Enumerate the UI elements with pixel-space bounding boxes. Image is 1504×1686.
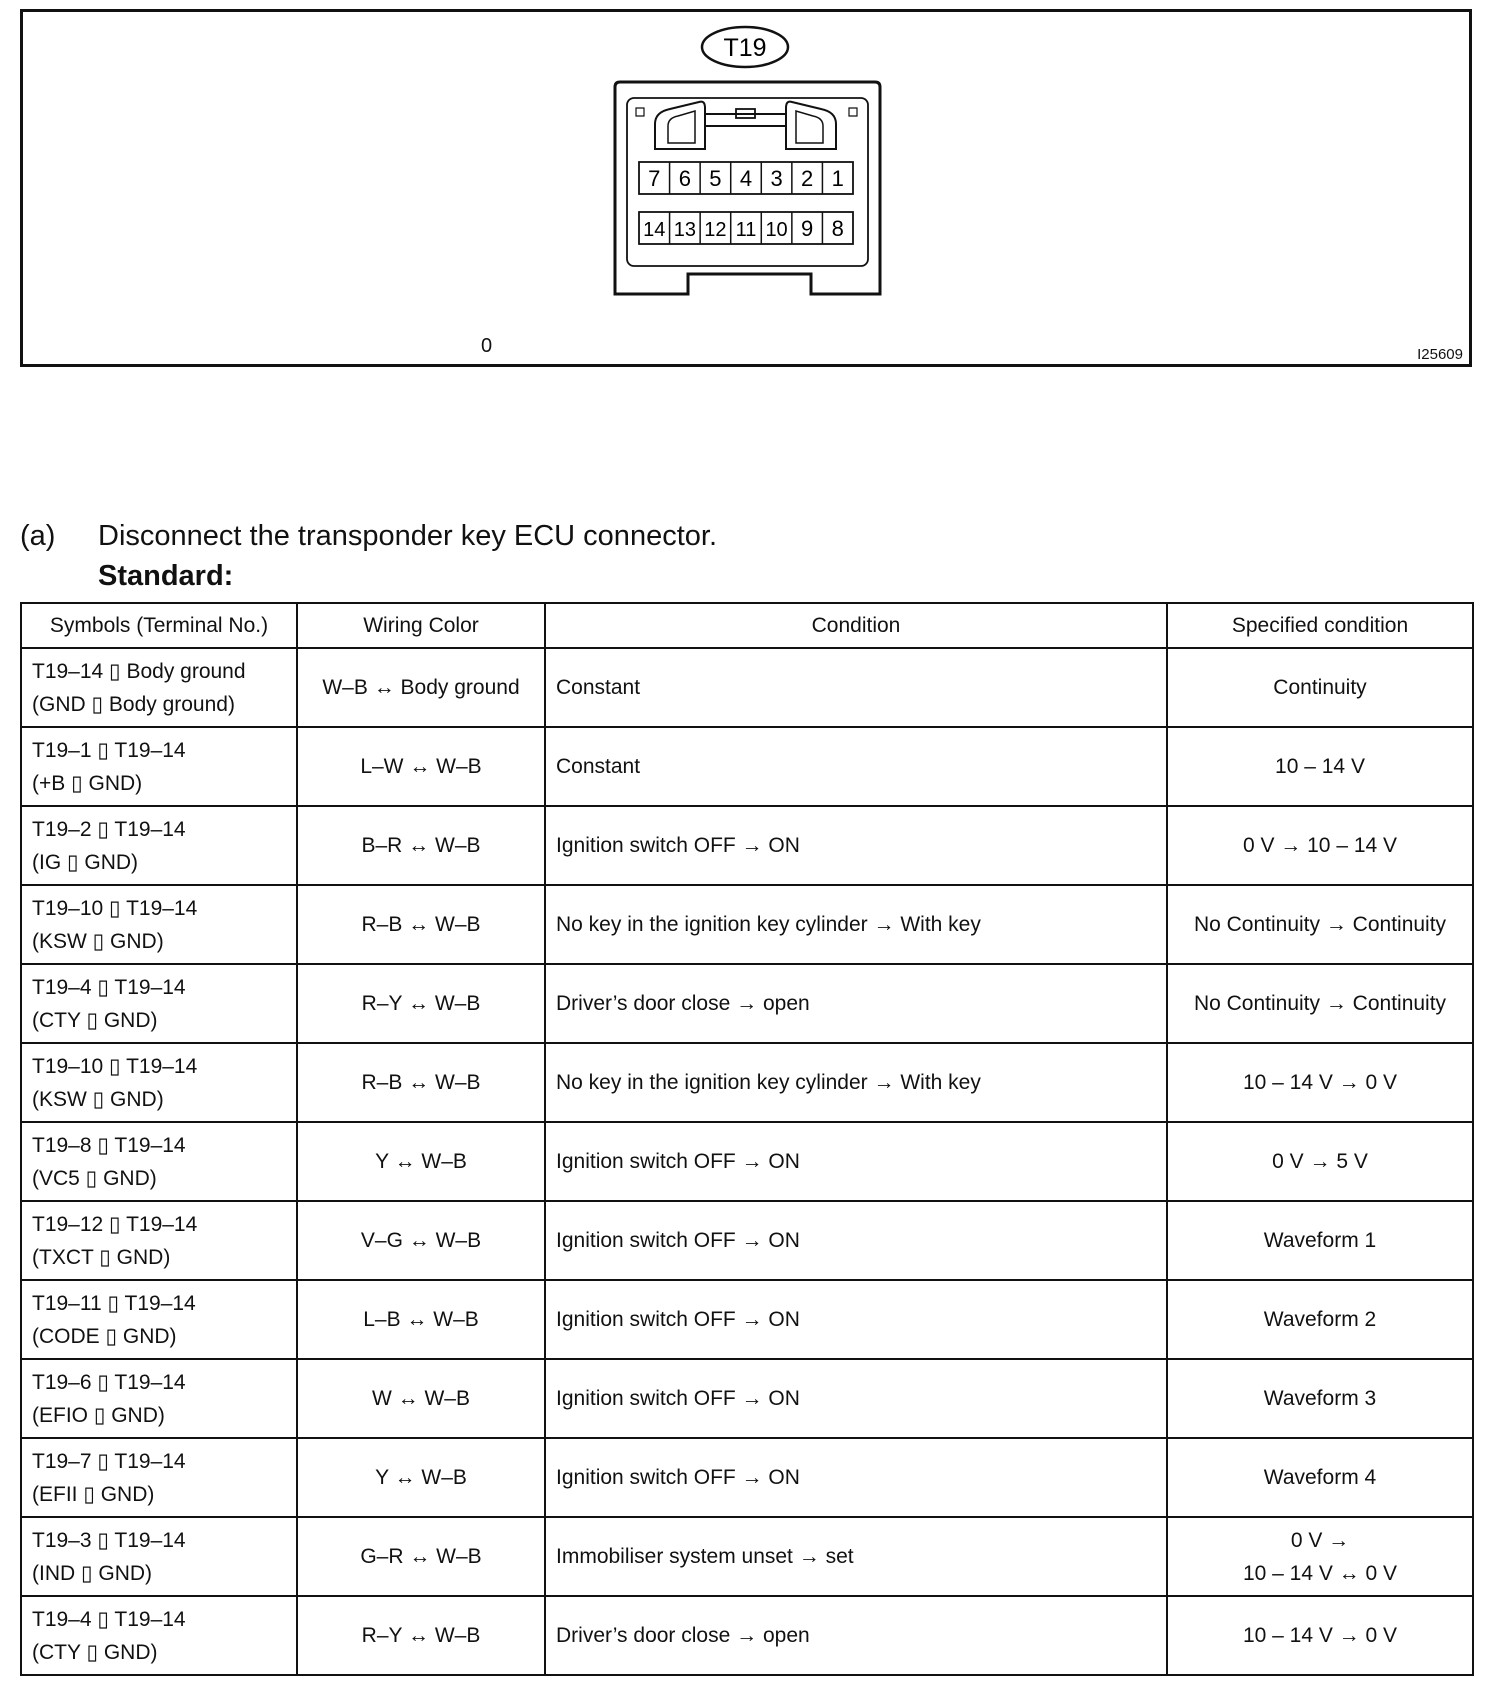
cell-condition: Ignition switch OFF → ON xyxy=(545,1438,1167,1517)
pin-number: 1 xyxy=(831,166,844,191)
terminal-symbols: (EFIO ▯ GND) xyxy=(32,1403,165,1427)
terminal-pair: T19–14 ▯ Body ground xyxy=(32,659,246,683)
cell-wiring-color: L–B ↔ W–B xyxy=(297,1280,545,1359)
terminal-pair: T19–7 ▯ T19–14 xyxy=(32,1449,186,1473)
cell-symbols xyxy=(21,806,297,885)
pin-number: 14 xyxy=(643,219,666,241)
cell-wiring-color: R–Y ↔ W–B xyxy=(297,1596,545,1675)
step-label: (a) xyxy=(20,520,56,552)
terminal-symbols: (KSW ▯ GND) xyxy=(32,929,164,953)
cell-symbols xyxy=(21,1359,297,1438)
pin-number: 3 xyxy=(770,166,783,191)
terminal-pair: T19–3 ▯ T19–14 xyxy=(32,1528,186,1552)
spec-line: 0 V → 5 V xyxy=(1272,1150,1368,1173)
spec-line: 10 – 14 V ↔ 0 V xyxy=(1242,1561,1398,1585)
table-row xyxy=(21,727,1473,806)
terminal-symbols: (GND ▯ Body ground) xyxy=(32,692,235,716)
terminal-symbols: (KSW ▯ GND) xyxy=(32,1087,164,1111)
spec-line: 10 – 14 V xyxy=(1275,755,1365,778)
pin-number: 10 xyxy=(765,219,788,241)
table-row xyxy=(21,806,1473,885)
table-row xyxy=(21,1517,1473,1596)
step-text: Disconnect the transponder key ECU connector. xyxy=(98,520,717,552)
cell-wiring-color: W–B ↔ Body ground xyxy=(297,648,545,727)
terminal-symbols: (VC5 ▯ GND) xyxy=(32,1166,157,1190)
cell-specified-condition xyxy=(1167,1359,1473,1438)
terminal-pair: T19–10 ▯ T19–14 xyxy=(32,896,198,920)
cell-symbols xyxy=(21,1043,297,1122)
table-row xyxy=(21,1438,1473,1517)
cell-condition: Ignition switch OFF → ON xyxy=(545,1201,1167,1280)
terminal-pair: T19–4 ▯ T19–14 xyxy=(32,1607,186,1631)
cell-condition: Ignition switch OFF → ON xyxy=(545,1122,1167,1201)
terminal-symbols: (IND ▯ GND) xyxy=(32,1561,153,1585)
terminal-pair: T19–11 ▯ T19–14 xyxy=(32,1291,196,1315)
cell-specified-condition xyxy=(1167,1280,1473,1359)
cell-wiring-color: W ↔ W–B xyxy=(297,1359,545,1438)
spec-line: Waveform 2 xyxy=(1263,1308,1377,1331)
terminal-pair: T19–12 ▯ T19–14 xyxy=(32,1212,198,1236)
cell-specified-condition xyxy=(1167,806,1473,885)
cell-wiring-color: B–R ↔ W–B xyxy=(297,806,545,885)
terminal-symbols: (EFII ▯ GND) xyxy=(32,1482,155,1506)
terminal-symbols: (CTY ▯ GND) xyxy=(32,1640,158,1664)
cell-symbols xyxy=(21,885,297,964)
cell-symbols xyxy=(21,964,297,1043)
table-row xyxy=(21,1359,1473,1438)
spec-line: Waveform 1 xyxy=(1263,1229,1377,1252)
pin-number: 8 xyxy=(831,216,844,241)
cell-specified-condition xyxy=(1167,727,1473,806)
cell-symbols xyxy=(21,1438,297,1517)
cell-wiring-color: Y ↔ W–B xyxy=(297,1122,545,1201)
cell-wiring-color: R–Y ↔ W–B xyxy=(297,964,545,1043)
cell-symbols xyxy=(21,1201,297,1280)
table-row xyxy=(21,648,1473,727)
cell-wiring-color: R–B ↔ W–B xyxy=(297,885,545,964)
terminal-symbols: (+B ▯ GND) xyxy=(32,771,143,795)
terminal-pair: T19–8 ▯ T19–14 xyxy=(32,1133,186,1157)
table-row xyxy=(21,1280,1473,1359)
spec-line: Continuity xyxy=(1273,676,1367,699)
spec-line: 0 V → 10 – 14 V xyxy=(1242,834,1398,857)
pin-number: 12 xyxy=(704,219,727,241)
terminal-symbols: (CTY ▯ GND) xyxy=(32,1008,158,1032)
header-symbols: Symbols (Terminal No.) xyxy=(21,603,297,648)
pin-number: 4 xyxy=(739,166,753,191)
header-specified-condition: Specified condition xyxy=(1167,603,1473,648)
pin-number: 7 xyxy=(648,166,661,191)
spec-line: 0 V → xyxy=(1290,1528,1350,1552)
table-row xyxy=(21,1201,1473,1280)
cell-specified-condition xyxy=(1167,648,1473,727)
terminal-pair: T19–1 ▯ T19–14 xyxy=(32,738,186,762)
specification-table xyxy=(20,602,1474,1676)
terminal-pair: T19–4 ▯ T19–14 xyxy=(32,975,186,999)
terminal-pair: T19–6 ▯ T19–14 xyxy=(32,1370,186,1394)
lock-tab-left xyxy=(655,102,705,149)
header-condition: Condition xyxy=(545,603,1167,648)
cell-condition: No key in the ignition key cylinder → With key xyxy=(545,885,1167,964)
spec-line: No Continuity → Continuity xyxy=(1193,992,1447,1015)
cell-condition: Driver’s door close → open xyxy=(545,1596,1167,1675)
connector-figure xyxy=(20,9,1472,367)
spec-line: 10 – 14 V → 0 V xyxy=(1242,1624,1398,1647)
connector-label-text: T19 xyxy=(723,34,767,62)
cell-condition: No key in the ignition key cylinder → With key xyxy=(545,1043,1167,1122)
cell-condition: Immobiliser system unset → set xyxy=(545,1517,1167,1596)
pin-number: 13 xyxy=(673,219,696,241)
pin-number: 9 xyxy=(801,216,814,241)
cell-specified-condition xyxy=(1167,885,1473,964)
cell-condition: Constant xyxy=(545,727,1167,806)
cell-symbols xyxy=(21,1517,297,1596)
cell-wiring-color: R–B ↔ W–B xyxy=(297,1043,545,1122)
spec-line: No Continuity → Continuity xyxy=(1193,913,1447,936)
table-row xyxy=(21,1122,1473,1201)
cell-condition: Ignition switch OFF → ON xyxy=(545,806,1167,885)
pin-number: 5 xyxy=(709,166,722,191)
table-row xyxy=(21,1043,1473,1122)
cell-symbols xyxy=(21,1596,297,1675)
lock-tab-right xyxy=(786,102,836,149)
cell-specified-condition xyxy=(1167,1438,1473,1517)
spec-line: Waveform 3 xyxy=(1263,1387,1377,1410)
spec-line: Waveform 4 xyxy=(1263,1466,1377,1489)
cell-specified-condition xyxy=(1167,964,1473,1043)
standard-label: Standard: xyxy=(98,560,234,592)
cell-wiring-color: L–W ↔ W–B xyxy=(297,727,545,806)
connector-diagram xyxy=(23,12,1469,364)
terminal-symbols: (IG ▯ GND) xyxy=(32,850,139,874)
cell-specified-condition xyxy=(1167,1043,1473,1122)
spec-line: 10 – 14 V → 0 V xyxy=(1242,1071,1398,1094)
pin-number: 6 xyxy=(678,166,691,191)
cell-symbols xyxy=(21,727,297,806)
terminal-pair: T19–10 ▯ T19–14 xyxy=(32,1054,198,1078)
terminal-pair: T19–2 ▯ T19–14 xyxy=(32,817,186,841)
pin-number: 2 xyxy=(801,166,814,191)
terminal-symbols: (CODE ▯ GND) xyxy=(32,1324,177,1348)
cell-symbols xyxy=(21,648,297,727)
cell-condition: Ignition switch OFF → ON xyxy=(545,1359,1167,1438)
figure-id: I25609 xyxy=(1417,346,1463,363)
cell-condition: Constant xyxy=(545,648,1167,727)
figure-zero-mark: 0 xyxy=(481,335,493,357)
cell-wiring-color: G–R ↔ W–B xyxy=(297,1517,545,1596)
table-row xyxy=(21,964,1473,1043)
table-row xyxy=(21,1596,1473,1675)
cell-symbols xyxy=(21,1280,297,1359)
table-header-row xyxy=(21,603,1473,648)
cell-condition: Driver’s door close → open xyxy=(545,964,1167,1043)
table-row xyxy=(21,885,1473,964)
cell-specified-condition xyxy=(1167,1201,1473,1280)
cell-specified-condition xyxy=(1167,1122,1473,1201)
cell-specified-condition xyxy=(1167,1517,1473,1596)
cell-specified-condition xyxy=(1167,1596,1473,1675)
cell-symbols xyxy=(21,1122,297,1201)
cell-wiring-color: V–G ↔ W–B xyxy=(297,1201,545,1280)
pin-number: 11 xyxy=(735,219,757,241)
header-wiring-color: Wiring Color xyxy=(297,603,545,648)
cell-wiring-color: Y ↔ W–B xyxy=(297,1438,545,1517)
terminal-symbols: (TXCT ▯ GND) xyxy=(32,1245,171,1269)
cell-condition: Ignition switch OFF → ON xyxy=(545,1280,1167,1359)
